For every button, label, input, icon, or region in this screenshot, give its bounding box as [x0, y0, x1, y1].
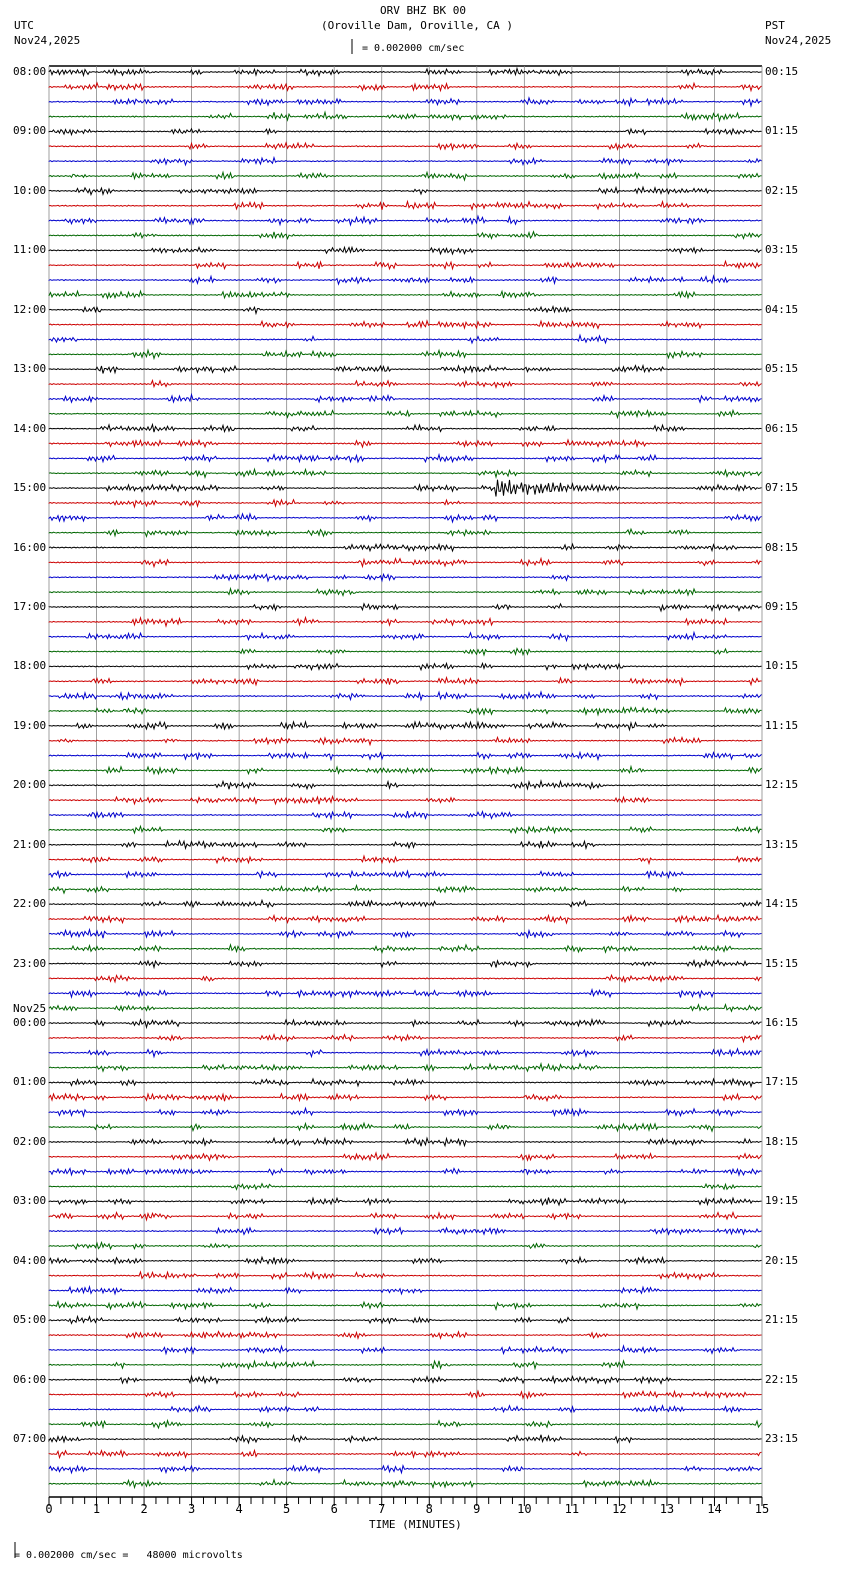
seismic-trace	[49, 649, 762, 655]
pst-hour-label: 05:15	[765, 362, 799, 376]
seismic-trace	[49, 291, 762, 298]
x-tick-label: 15	[754, 1502, 770, 1516]
x-axis-label: TIME (MINUTES)	[369, 1518, 462, 1531]
seismic-trace	[49, 1138, 762, 1146]
seismic-trace	[49, 1257, 762, 1263]
seismic-trace	[49, 1123, 762, 1131]
utc-hour-label: 16:00	[13, 540, 47, 554]
pst-hour-label: 22:15	[765, 1372, 799, 1386]
utc-hour-label: 03:00	[13, 1194, 47, 1208]
seismic-trace	[49, 129, 762, 135]
seismic-trace	[49, 276, 762, 284]
seismic-trace	[49, 1064, 762, 1071]
pst-hour-label: 16:15	[765, 1016, 799, 1030]
seismic-trace	[49, 678, 762, 686]
utc-hour-label: 21:00	[13, 837, 47, 851]
seismic-trace	[49, 663, 762, 669]
seismic-trace	[49, 1272, 762, 1279]
seismic-trace	[49, 1079, 762, 1087]
seismic-trace	[49, 1243, 762, 1249]
station-title: ORV BHZ BK 00	[379, 4, 467, 17]
pst-hour-label: 17:15	[765, 1075, 799, 1089]
pst-hour-label: 08:15	[765, 540, 799, 554]
seismic-trace	[49, 1184, 762, 1190]
seismic-trace	[49, 990, 762, 998]
seismic-trace	[49, 350, 762, 358]
seismic-trace	[49, 202, 762, 210]
pst-hour-label: 04:15	[765, 302, 799, 316]
seismic-trace	[49, 1213, 762, 1220]
seismic-trace	[49, 335, 762, 343]
seismic-trace	[49, 975, 762, 982]
seismic-trace	[49, 529, 762, 536]
pst-hour-label: 02:15	[765, 183, 799, 197]
utc-hour-label: 20:00	[13, 778, 47, 792]
utc-hour-label: 12:00	[13, 302, 47, 316]
seismic-trace	[49, 1198, 762, 1206]
seismic-trace	[49, 1376, 762, 1383]
utc-hour-label: 22:00	[13, 897, 47, 911]
footer-scale: = 0.002000 cm/sec = 48000 microvolts	[14, 1550, 243, 1561]
seismic-trace	[49, 232, 762, 239]
seismic-trace	[49, 945, 762, 953]
seismic-trace	[49, 767, 762, 774]
seismic-trace	[49, 216, 762, 225]
seismic-trace	[49, 480, 762, 497]
seismic-trace	[49, 781, 762, 789]
pst-hour-label: 07:15	[765, 481, 799, 495]
pst-hour-label: 20:15	[765, 1253, 799, 1267]
seismic-trace	[49, 722, 762, 730]
x-tick-label: 13	[659, 1502, 675, 1516]
utc-hour-label: 00:00	[13, 1016, 47, 1030]
utc-hour-label: 04:00	[13, 1253, 47, 1267]
pst-hour-label: 15:15	[765, 956, 799, 970]
station-location: (Oroville Dam, Oroville, CA )	[320, 19, 514, 32]
seismic-trace	[49, 1168, 762, 1175]
seismic-trace	[49, 1421, 762, 1428]
pst-hour-label: 03:15	[765, 243, 799, 257]
seismic-trace	[49, 886, 762, 894]
seismic-trace	[49, 1228, 762, 1235]
seismic-trace	[49, 1451, 762, 1458]
seismic-trace	[49, 83, 762, 91]
seismic-trace	[49, 1108, 762, 1116]
seismic-trace	[49, 469, 762, 477]
utc-hour-label: 17:00	[13, 599, 47, 613]
pst-hour-label: 18:15	[765, 1134, 799, 1148]
seismic-trace	[49, 425, 762, 433]
utc-hour-label: 23:00	[13, 956, 47, 970]
seismic-trace	[49, 158, 762, 165]
scale-label: = 0.002000 cm/sec	[362, 43, 465, 54]
utc-hour-label: 06:00	[13, 1372, 47, 1386]
x-tick-label: 12	[612, 1502, 627, 1516]
x-tick-label: 7	[378, 1502, 386, 1516]
seismic-trace	[49, 98, 762, 106]
utc-hour-label: 15:00	[13, 481, 47, 495]
date-change-label: Nov25	[13, 1002, 47, 1016]
utc-label: UTC	[14, 19, 34, 32]
seismic-trace	[49, 1391, 762, 1398]
pst-hour-label: 09:15	[765, 599, 799, 613]
pst-hour-label: 06:15	[765, 421, 799, 435]
pst-date: Nov24,2025	[765, 34, 832, 47]
pst-hour-label: 12:15	[765, 778, 799, 792]
x-tick-label: 10	[517, 1502, 532, 1516]
pst-hour-label: 23:15	[765, 1432, 799, 1446]
seismic-trace	[49, 1302, 762, 1310]
x-tick-label: 4	[235, 1502, 243, 1516]
utc-hour-label: 19:00	[13, 718, 47, 732]
seismic-trace	[49, 440, 762, 447]
seismic-trace	[49, 1480, 762, 1488]
x-tick-label: 8	[425, 1502, 433, 1516]
x-tick-label: 0	[45, 1502, 53, 1516]
seismic-trace	[49, 247, 762, 254]
utc-hour-label: 13:00	[13, 362, 47, 376]
utc-hour-label: 01:00	[13, 1075, 47, 1089]
seismic-trace	[49, 544, 762, 551]
seismic-trace	[49, 604, 762, 611]
seismic-trace	[49, 500, 762, 507]
seismic-trace	[49, 172, 762, 180]
utc-hour-label: 10:00	[13, 183, 47, 197]
seismic-trace	[49, 1094, 762, 1101]
x-tick-label: 6	[330, 1502, 338, 1516]
seismic-trace	[49, 960, 762, 967]
seismic-trace	[49, 1035, 762, 1042]
utc-hour-label: 08:00	[13, 65, 47, 78]
seismic-trace	[49, 574, 762, 581]
seismic-trace	[49, 1435, 762, 1443]
x-tick-label: 5	[283, 1502, 291, 1516]
seismic-trace	[49, 589, 762, 596]
utc-hour-label: 14:00	[13, 421, 47, 435]
seismic-trace	[49, 856, 762, 863]
seismic-trace	[49, 321, 762, 328]
seismic-trace	[49, 187, 762, 194]
seismic-trace	[49, 753, 762, 760]
x-tick-label: 9	[473, 1502, 481, 1516]
pst-hour-label: 10:15	[765, 659, 799, 673]
seismic-trace	[49, 1361, 762, 1369]
utc-hour-label: 05:00	[13, 1313, 47, 1327]
seismic-trace	[49, 708, 762, 715]
pst-label: PST	[765, 19, 785, 32]
utc-hour-label: 07:00	[13, 1432, 47, 1446]
seismic-trace	[49, 1153, 762, 1160]
x-tick-label: 14	[707, 1502, 722, 1516]
x-tick-label: 2	[140, 1502, 148, 1516]
seismic-trace	[49, 261, 762, 269]
pst-hour-label: 00:15	[765, 65, 799, 78]
seismic-trace	[49, 1346, 762, 1354]
seismic-trace	[49, 633, 762, 641]
utc-hour-label: 11:00	[13, 243, 47, 257]
utc-date: Nov24,2025	[14, 34, 81, 47]
seismic-trace	[49, 559, 762, 567]
seismic-trace	[49, 737, 762, 744]
seismic-trace	[49, 930, 762, 939]
seismic-trace	[49, 1406, 762, 1412]
seismic-trace	[49, 900, 762, 907]
pst-hour-label: 19:15	[765, 1194, 799, 1208]
seismic-trace	[49, 1049, 762, 1057]
seismic-trace	[49, 915, 762, 923]
seismic-trace	[49, 1287, 762, 1294]
seismic-trace	[49, 826, 762, 833]
pst-hour-label: 21:15	[765, 1313, 799, 1327]
seismic-trace	[49, 1466, 762, 1473]
seismic-trace	[49, 1020, 762, 1028]
seismic-trace	[49, 1317, 762, 1324]
x-tick-label: 1	[92, 1502, 101, 1516]
seismic-trace	[49, 381, 762, 388]
seismic-trace	[49, 811, 762, 818]
seismic-trace	[49, 692, 762, 700]
seismic-trace	[49, 841, 762, 849]
seismic-trace	[49, 618, 762, 627]
utc-hour-label: 02:00	[13, 1134, 47, 1148]
x-tick-label: 11	[564, 1502, 580, 1516]
seismic-trace	[49, 112, 762, 121]
seismic-trace	[49, 143, 762, 150]
seismic-trace	[49, 307, 762, 314]
pst-hour-label: 11:15	[765, 718, 799, 732]
seismic-trace	[49, 395, 762, 403]
seismic-trace	[49, 871, 762, 877]
x-tick-label: 3	[187, 1502, 196, 1516]
seismic-trace	[49, 410, 762, 417]
utc-hour-label: 18:00	[13, 659, 47, 673]
seismic-trace	[49, 455, 762, 462]
seismic-trace	[49, 1005, 762, 1012]
seismic-trace	[49, 514, 762, 522]
seismic-trace	[49, 797, 762, 805]
seismic-trace	[49, 1332, 762, 1339]
seismic-trace	[49, 68, 762, 75]
pst-hour-label: 14:15	[765, 897, 799, 911]
pst-hour-label: 01:15	[765, 124, 799, 138]
utc-hour-label: 09:00	[13, 124, 47, 138]
pst-hour-label: 13:15	[765, 837, 799, 851]
seismic-trace	[49, 366, 762, 374]
